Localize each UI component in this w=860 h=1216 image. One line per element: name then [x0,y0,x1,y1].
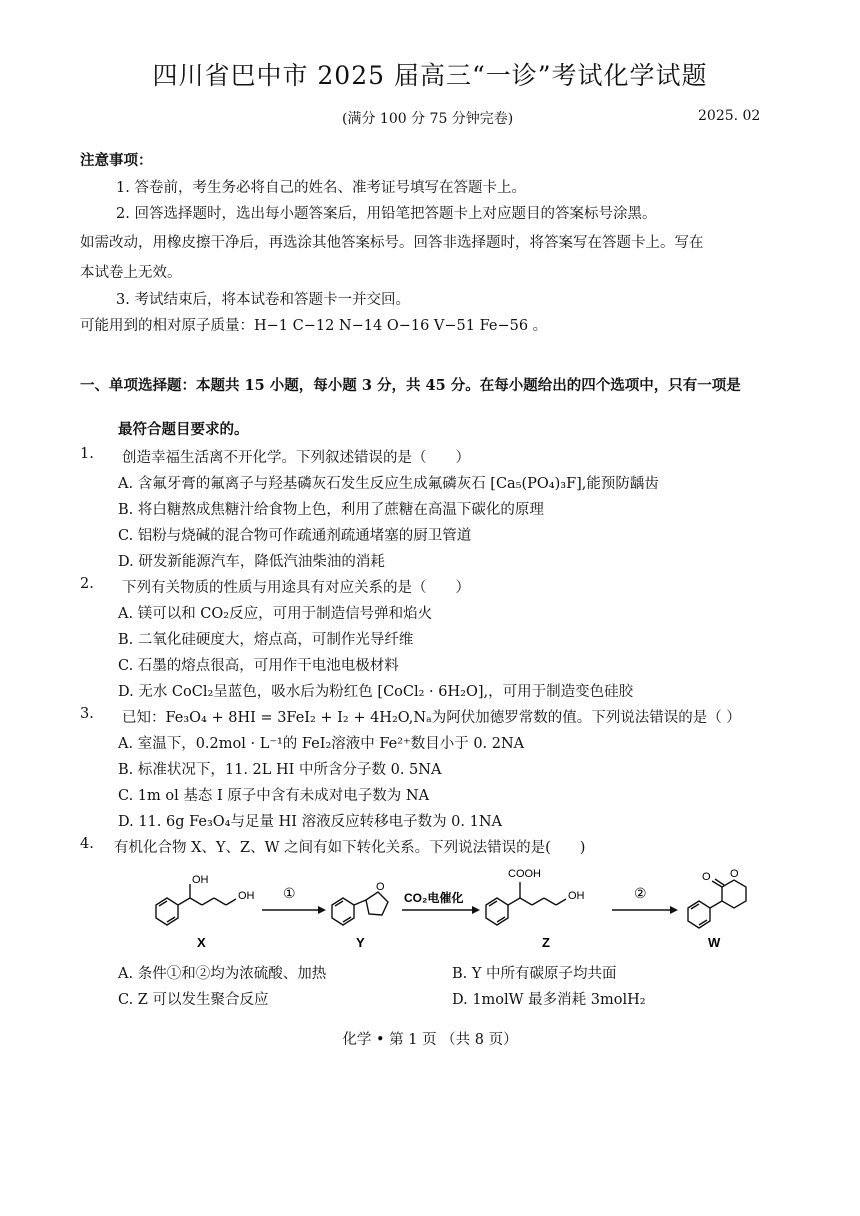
q3-option-a: A. 室温下，0.2mol · L⁻¹的 FeI₂溶液中 Fe²⁺数目小于 0. 2NA [118,736,525,752]
step-2-label: ② [634,885,647,901]
q3-option-b: B. 标准状况下，11. 2L HI 中所含分子数 0. 5NA [118,762,442,778]
q1-stem: 创造幸福生活离不开化学。下列叙述错误的是（ ） [122,450,470,466]
label-z: Z [542,935,550,950]
z-cooh-label: COOH [508,868,541,880]
q2-option-b: B. 二氧化硅硬度大，熔点高，可制作光导纤维 [118,632,414,648]
z-oh-label: OH [568,890,585,902]
section-heading-cont: 最符合题目要求的。 [118,421,249,438]
notice-item-2: 2. 回答选择题时，选出每小题答案后，用铅笔把答题卡上对应题目的答案标号涂黑。 [116,206,657,222]
q1-option-b: B. 将白糖熬成焦糖汁给食物上色，利用了蔗糖在高温下碳化的原理 [118,502,544,518]
step-1-label: ① [283,885,296,901]
compound-w [688,879,746,928]
q3-option-c: C. 1m ol 基态 I 原子中含有未成对电子数为 NA [118,788,430,804]
arrow-1-head [318,906,326,914]
q3-stem: 已知：Fe₃O₄ + 8HI = 3FeI₂ + I₂ + 4H₂O,Nₐ为阿伏加德罗常数的值。下列说法错误的是（ ） [122,710,741,726]
q4-option-c: C. Z 可以发生聚合反应 [118,992,269,1008]
q4-stem: 有机化合物 X、Y、Z、W 之间有如下转化关系。下列说法错误的是( ) [114,840,586,856]
label-x: X [197,935,206,950]
x-oh-label-1: OH [192,874,209,886]
label-y: Y [356,935,365,950]
notice-item-3: 3. 考试结束后，将本试卷和答题卡一并交回。 [116,292,410,308]
q2-option-d: D. 无水 CoCl₂呈蓝色，吸水后为粉红色 [CoCl₂ · 6H₂O],，可用于制造变色硅胶 [118,684,634,700]
atomic-masses: 可能用到的相对原子质量：H−1 C−12 N−14 O−16 V−51 Fe−56 。 [80,318,548,334]
compound-y [332,892,388,925]
compound-x [156,884,236,925]
x-oh-label-2: OH [238,890,255,902]
q4-option-d: D. 1molW 最多消耗 3molH₂ [452,992,646,1008]
q2-stem: 下列有关物质的性质与用途具有对应关系的是（ ） [122,580,470,596]
q1-option-c: C. 铝粉与烧碱的混合物可作疏通剂疏通堵塞的厨卫管道 [118,528,472,544]
page-footer: 化学 • 第 1 页 （共 8 页） [342,1032,518,1048]
q1-option-a: A. 含氟牙膏的氟离子与羟基磷灰石发生反应生成氟磷灰石 [Ca₅(PO₄)₃F],能预防龋齿 [118,476,659,492]
q4-option-a: A. 条件①和②均为浓硫酸、加热 [118,966,327,982]
notice-item-2-cont: 如需改动，用橡皮擦干净后，再选涂其他答案标号。回答非选择题时，将答案写在答题卡上。写在 [80,235,704,251]
q1-option-d: D. 研发新能源汽车，降低汽油柴油的消耗 [118,554,385,570]
q3-number: 3. [80,706,94,722]
q4-number: 4. [80,836,94,852]
reagent-label: CO₂电催化 [404,891,464,905]
compound-z [486,882,566,925]
notice-item-1: 1. 答卷前，考生务必将自己的姓名、准考证号填写在答题卡上。 [116,180,526,196]
arrow-2-head [472,906,480,914]
q2-option-c: C. 石墨的熔点很高，可用作干电池电极材料 [118,658,399,674]
exam-info: (满分 100 分 75 分钟完卷) [342,111,514,127]
q1-number: 1. [80,446,94,462]
q2-option-a: A. 镁可以和 CO₂反应，可用于制造信号弹和焰火 [118,606,433,622]
w-o-label-2: O [730,868,739,880]
y-o-label: O [376,881,385,893]
page-title: 四川省巴中市 2025 届高三“一诊”考试化学试题 [152,61,708,90]
notice-heading: 注意事项： [80,152,153,169]
label-w: W [708,935,721,950]
q4-option-b: B. Y 中所有碳原子均共面 [452,966,617,982]
q2-number: 2. [80,576,94,592]
section-heading: 一、单项选择题：本题共 15 小题，每小题 3 分，共 45 分。在每小题给出的四个选项中，只有一项是 [80,377,741,394]
reaction-scheme [140,860,780,960]
arrow-3-head [670,906,678,914]
exam-date: 2025. 02 [698,108,761,124]
q3-option-d: D. 11. 6g Fe₃O₄与足量 HI 溶液反应转移电子数为 0. 1NA [118,814,503,830]
notice-item-2-end: 本试卷上无效。 [80,265,182,281]
w-o-label-1: O [702,871,711,883]
